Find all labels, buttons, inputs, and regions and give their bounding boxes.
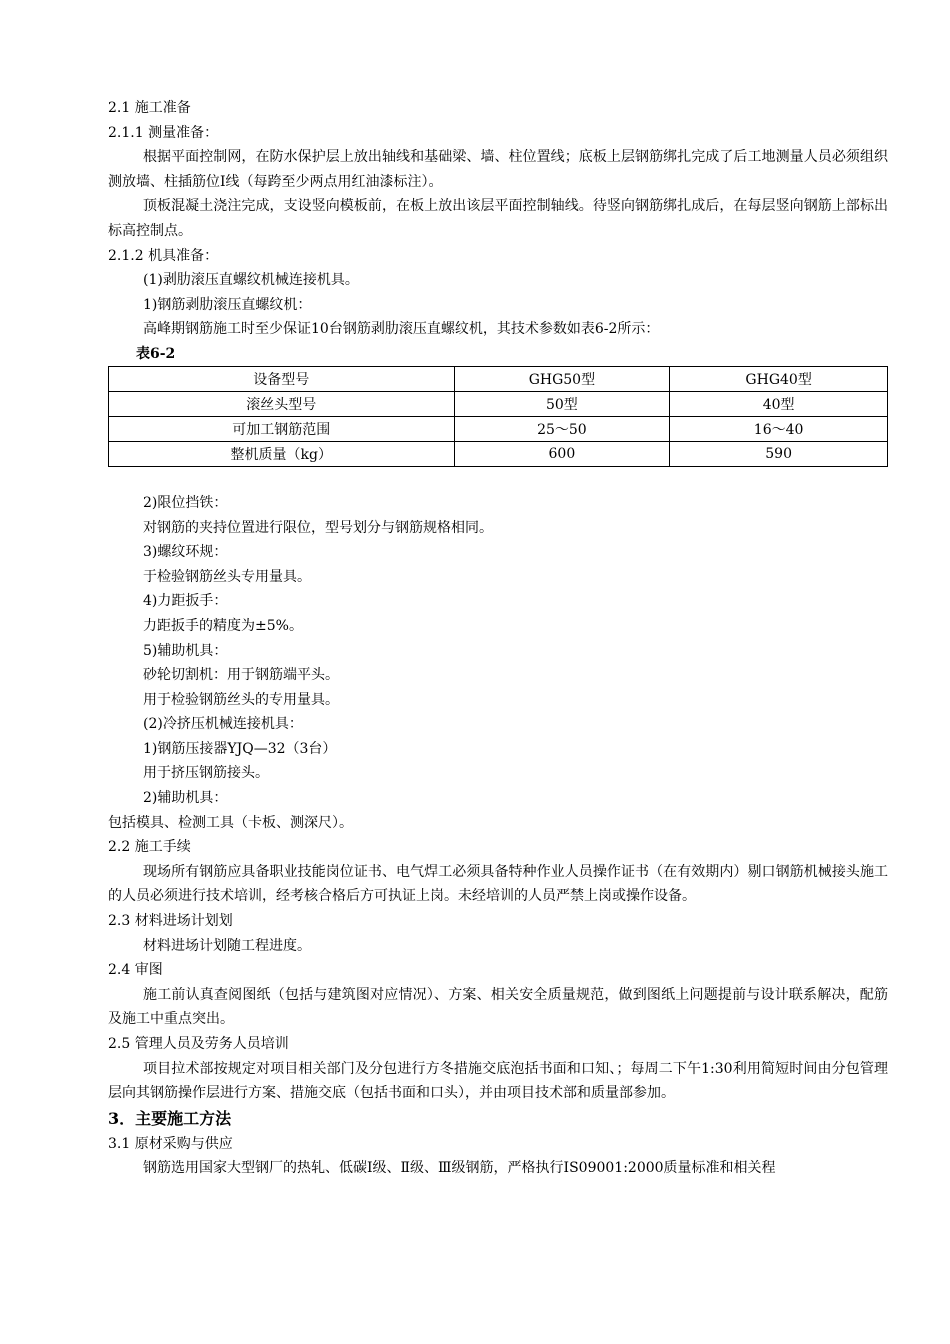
- table-cell: 590: [670, 441, 888, 466]
- section-heading-2-3: 2.3 材料进场计划划: [108, 913, 233, 930]
- paragraph-measure-1: 根据平面控制网，在防水保护层上放出轴线和基础梁、墙、柱位置线；底板上层钢筋绑扎完成了后工地测量人员必须组织测放墙、柱插筋位I线（每跨至少两点用红油漆标注）。: [108, 149, 888, 190]
- table-cell: 25～50: [454, 416, 670, 441]
- paragraph-material: 材料进场计划随工程进度。: [143, 937, 311, 954]
- table-row: [109, 366, 888, 391]
- paragraph-review: 施工前认真查阅图纸（包括与建筑图对应情况）、方案、相关安全质量规范，做到图纸上问题提前与设计联系解决，配筋及施工中重点突出。: [108, 986, 888, 1028]
- table-row: [109, 416, 888, 441]
- machine-item-1-5-text-1: 砂轮切割机：用于钢筋端平头。: [143, 667, 339, 684]
- machine-item-1-1: 1)钢筋剥肋滚压直螺纹机：: [143, 296, 312, 313]
- section-heading-2-5: 2.5 管理人员及劳务人员培训: [108, 1036, 289, 1052]
- machine-item-1-4-text: 力距扳手的精度为±5%。: [143, 617, 303, 634]
- table-row: [109, 441, 888, 466]
- table-cell: 50型: [454, 391, 670, 416]
- machine-item-1-1-text: 高峰期钢筋施工时至少保证10台钢筋剥肋滚压直螺纹机，其技术参数如表6-2所示：: [143, 321, 660, 338]
- machine-item-2-2-text: 包括模具、检测工具（卡板、测深尺）。: [108, 814, 353, 831]
- table-cell: 滚丝头型号: [109, 391, 455, 416]
- section-heading-3-1: 3.1 原材采购与供应: [108, 1135, 233, 1152]
- table-cell: 40型: [670, 391, 888, 416]
- section-heading-2-1: 2.1 施工准备: [108, 100, 191, 116]
- section-heading-2-2: 2.2 施工手续: [108, 839, 191, 856]
- table-cell: GHG40型: [670, 366, 888, 391]
- machine-item-1-4: 4)力距扳手：: [143, 593, 228, 610]
- machine-item-2: (2)冷挤压机械连接机具：: [143, 716, 303, 733]
- section-heading-2-4: 2.4 审图: [108, 962, 163, 979]
- machine-item-2-1: 1)钢筋压接器YJQ—32（3台）: [143, 740, 337, 757]
- paragraph-supply: 钢筋选用国家大型钢厂的热轧、低碳I级、Ⅱ级、Ⅲ级钢筋，严格执行IS09001:2000质量标准和相关程: [143, 1160, 776, 1177]
- spec-table: [108, 366, 888, 467]
- table-cell: 整机质量（kg）: [109, 441, 455, 466]
- table-caption: 表6-2: [136, 345, 176, 362]
- paragraph-measure-2: 顶板混凝土浇注完成，支设竖向模板前，在板上放出该层平面控制轴线。待竖向钢筋绑扎成后，在每层竖向钢筋上部标出标高控制点。: [108, 198, 888, 239]
- machine-item-2-2: 2)辅助机具：: [143, 790, 228, 807]
- subsection-heading-2-1-2: 2.1.2 机具准备：: [108, 247, 219, 264]
- machine-item-1: (1)剥肋滚压直螺纹机械连接机具。: [143, 272, 359, 289]
- machine-item-1-5-text-2: 用于检验钢筋丝头的专用量具。: [143, 691, 339, 708]
- subsection-heading-2-1-1: 2.1.1 测量准备：: [108, 124, 219, 141]
- machine-item-1-2: 2)限位挡铁：: [143, 494, 228, 511]
- document-page: [108, 96, 888, 1181]
- machine-item-1-2-text: 对钢筋的夹持位置进行限位，型号划分与钢筋规格相同。: [143, 519, 493, 536]
- chapter-heading-3: 3．主要施工方法: [108, 1108, 232, 1128]
- table-row: [109, 391, 888, 416]
- machine-item-1-5: 5)辅助机具：: [143, 642, 228, 659]
- table-cell: 600: [454, 441, 670, 466]
- machine-item-1-3: 3)螺纹环规：: [143, 544, 228, 561]
- table-cell: GHG50型: [454, 366, 670, 391]
- table-cell: 16～40: [670, 416, 888, 441]
- paragraph-procedures: 现场所有钢筋应具备职业技能岗位证书、电气焊工必须具备特种作业人员操作证书（在有效期内）剔口钢筋机械接头施工的人员必须进行技术培训，经考核合格后方可执证上岗。未经培训的人员严禁上岗或操作设备。: [108, 863, 888, 905]
- paragraph-training: 项目拉术部按规定对项目相关部门及分包进行方冬措施交底泡括书面和口知、；每周二下午1:30利用简短时间由分包管理层向其钢筋操作层进行方案、措施交底（包括书面和口头），并由项目技术部和质量部参加。: [108, 1060, 888, 1102]
- table-cell: 可加工钢筋范围: [109, 416, 455, 441]
- machine-item-2-1-text: 用于挤压钢筋接头。: [143, 765, 269, 782]
- machine-item-1-3-text: 于检验钢筋丝头专用量具。: [143, 568, 311, 585]
- table-cell: 设备型号: [109, 366, 455, 391]
